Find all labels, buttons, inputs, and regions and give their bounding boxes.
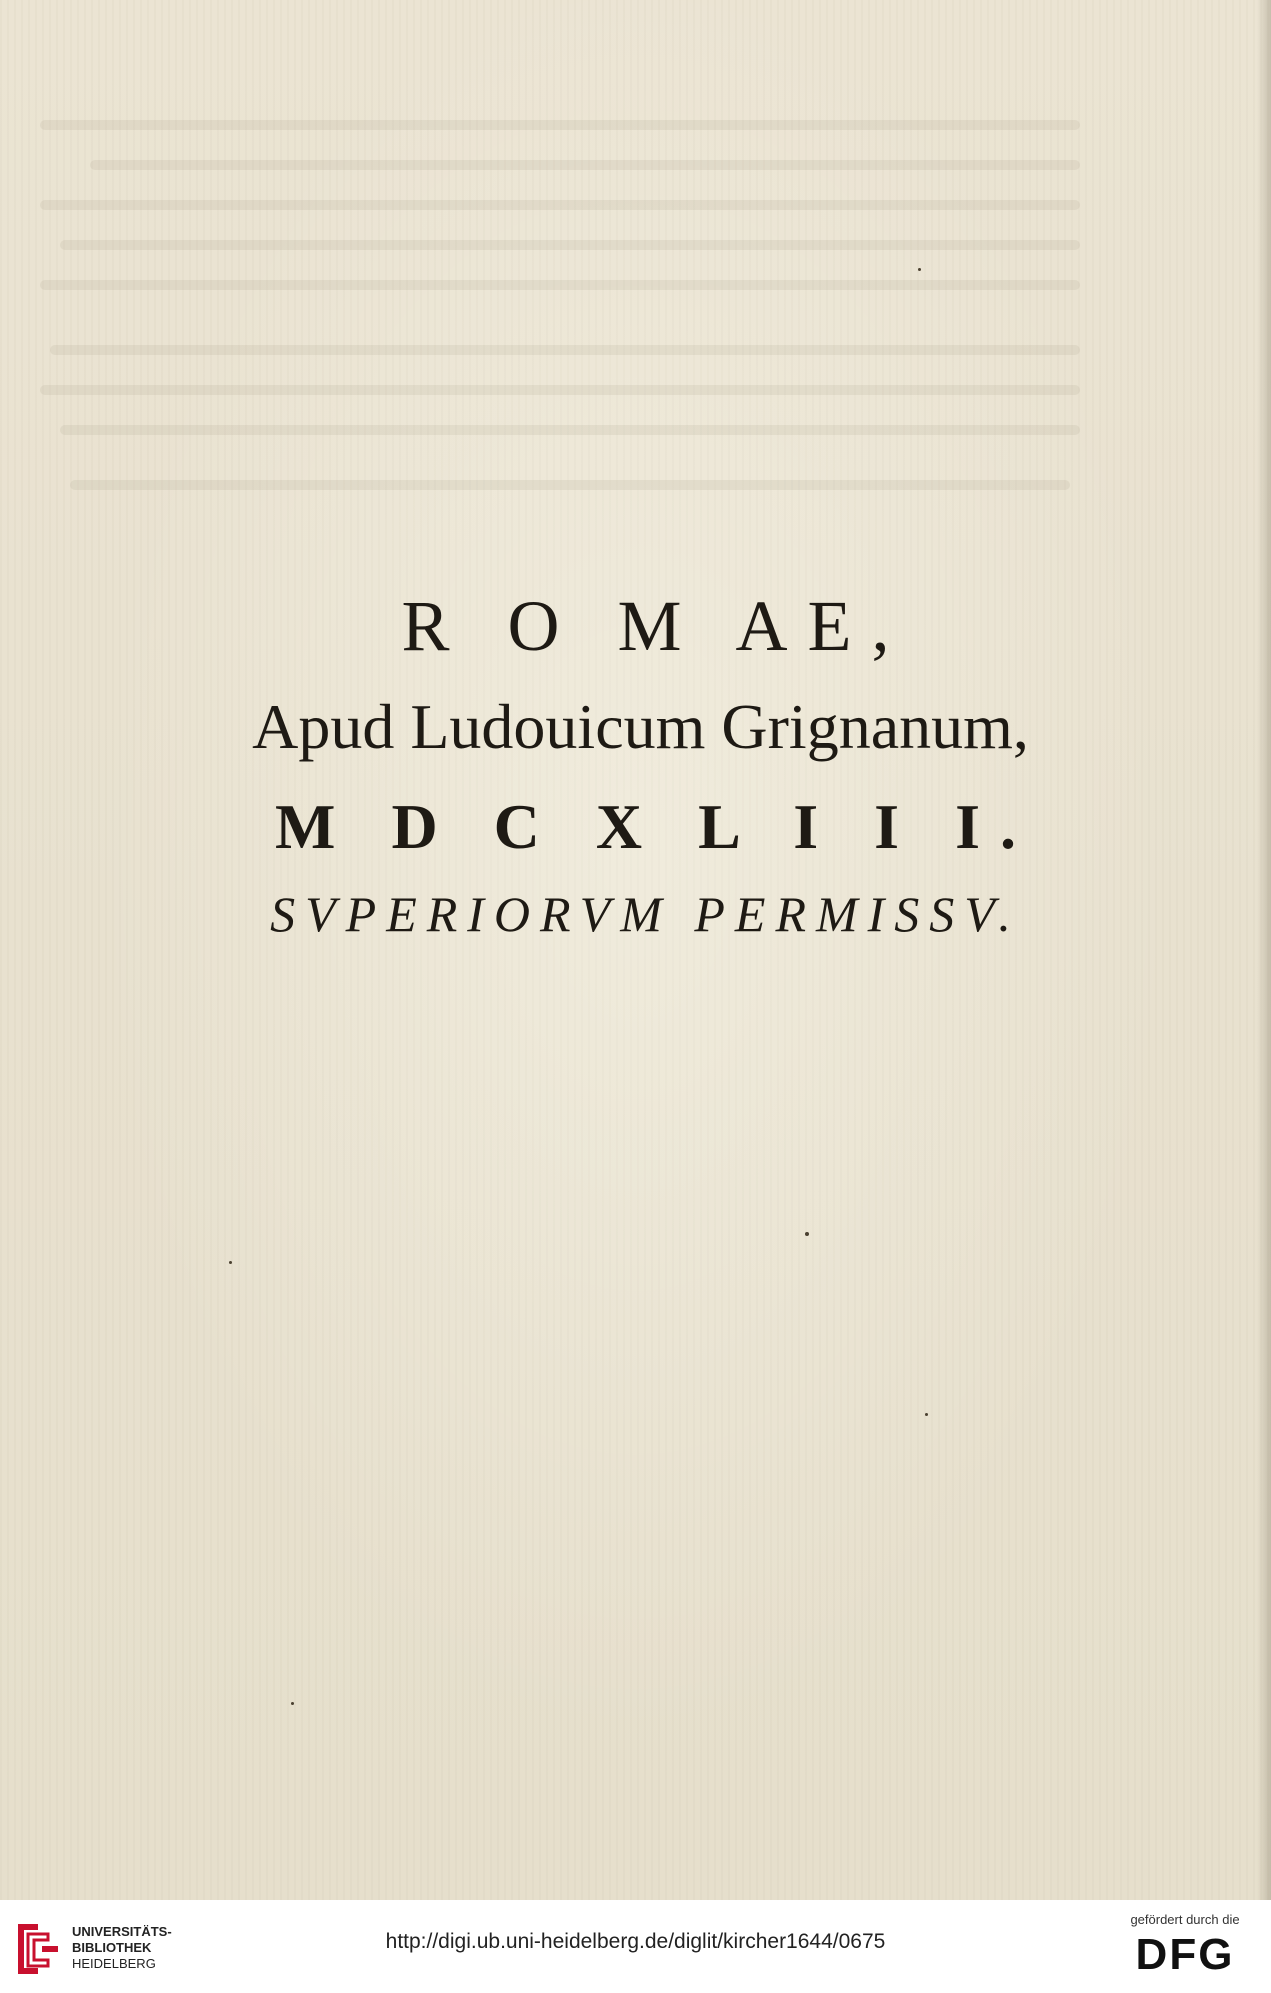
- bleed-through-text: [40, 200, 1080, 210]
- bleed-through-text: [60, 240, 1080, 250]
- bleed-through-text: [40, 280, 1080, 290]
- funding-credit: [1115, 1912, 1255, 1979]
- imprint-year: M D C X L I I I.: [275, 791, 1036, 862]
- paper-speck: [229, 1261, 232, 1264]
- paper-speck: [805, 1232, 809, 1236]
- bleed-through-text: [70, 480, 1070, 490]
- library-name-line1: UNIVERSITÄTS-: [72, 1924, 172, 1939]
- bleed-through-text: [60, 425, 1080, 435]
- imprint-city: R O M AE,: [401, 586, 910, 666]
- paper-speck: [918, 268, 921, 271]
- paper-speck: [925, 1413, 928, 1416]
- bleed-through-text: [40, 120, 1080, 130]
- imprint-printer: Apud Ludouicum Grignanum,: [252, 691, 1029, 762]
- bleed-through-text: [40, 385, 1080, 395]
- dfg-logo[interactable]: DFG: [1135, 1930, 1235, 1979]
- bleed-through-text: [90, 160, 1080, 170]
- paper-speck: [291, 1702, 294, 1705]
- library-name-line3: HEIDELBERG: [72, 1956, 156, 1971]
- imprint-permission: SVPERIORVM PERMISSV.: [270, 886, 1021, 942]
- page-edge-shadow: [1257, 0, 1271, 1900]
- library-name-line2: BIBLIOTHEK: [72, 1940, 152, 1955]
- viewer-footer: [0, 1900, 1271, 1993]
- permalink-url[interactable]: http://digi.ub.uni-heidelberg.de/diglit/kircher1644/0675: [385, 1930, 886, 1953]
- bleed-through-text: [50, 345, 1080, 355]
- funding-label: gefördert durch die: [1130, 1912, 1240, 1927]
